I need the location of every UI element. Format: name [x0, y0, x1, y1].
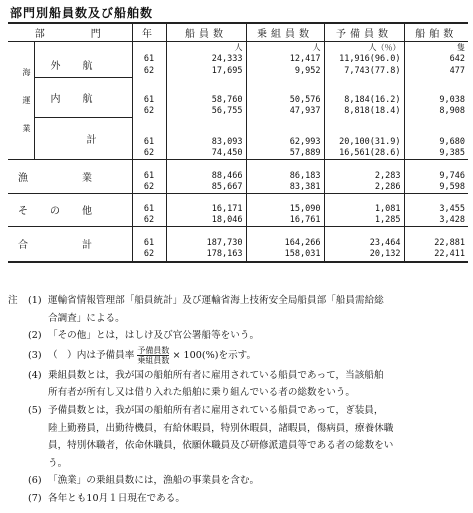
col-reserve: 予備員数	[324, 23, 404, 42]
page-title: 部門別船員数及び船舶数	[10, 6, 154, 20]
outer-label: 外 航	[34, 53, 132, 77]
inner-label: 内 航	[34, 77, 132, 117]
total-label: 合 計	[8, 227, 132, 262]
table-row: 62 18,046 16,761 1,285 3,428	[8, 214, 468, 227]
header-row	[8, 23, 468, 42]
note-3: (3) （ ）内は予備員率 $\frac{\text{予備員数}}{\text{乗組員数}}$ × 100(%)を示す。	[28, 345, 257, 365]
marine-char-3: 業	[22, 123, 31, 133]
table-row: 62 74,450 57,889 16,561(28.6) 9,385	[8, 147, 468, 160]
note-2: (2) 「その他」とは，はしけ及び官公署船等をいう。	[28, 330, 260, 342]
col-seafarers: 船員数	[166, 23, 246, 42]
notes-head: 注	[8, 295, 18, 306]
table-row: 62 178,163 158,031 20,132 22,411	[8, 248, 468, 262]
note-4: (4) 乗組員数とは，我が国の船舶所有者に雇用されている船員であって，当該船舶 所有者が所有し又は借り入れた船舶に乗り組んでいる者の総数をいう。	[28, 369, 384, 399]
table-row: 合 計 61 187,730 164,266 23,464 22,881	[8, 227, 468, 248]
col-ships: 船舶数	[404, 23, 468, 42]
notes	[8, 292, 468, 508]
marine-label	[8, 42, 34, 160]
table-row: 62 17,695 9,952 7,743(77.8) 477	[8, 65, 468, 77]
reserve-rate-fraction: $\frac{\text{予備員数}}{\text{乗組員数}}$	[137, 345, 170, 365]
unit-reserve: 人（％）	[324, 42, 404, 54]
table-row: 内 航 61 58,760 50,576 8,184(16.2) 9,038	[8, 77, 468, 105]
unit-ships: 隻	[404, 42, 468, 54]
seafarers-table	[8, 22, 468, 263]
table-row: 漁 業 61 88,466 86,183 2,283 9,746	[8, 160, 468, 181]
col-crew: 乗組員数	[246, 23, 324, 42]
unit-crew: 人	[246, 42, 324, 54]
table-row: 62 85,667 83,381 2,286 9,598	[8, 181, 468, 194]
subtotal-label: 計	[34, 117, 132, 160]
table-row: 外 航 61 24,333 12,417 11,916(96.0) 642	[8, 53, 468, 65]
other-label: そ の 他	[8, 193, 132, 227]
table-row: 計 61 83,093 62,993 20,100(31.9) 9,680	[8, 117, 468, 147]
note-1: 注 (1) 運輸省情報管理部「船員統計」及び運輸省海上技術安全局船員部「船員需給総 合調査」による。	[8, 292, 468, 327]
col-year: 年	[132, 23, 166, 42]
note-5: (5) 予備員数とは，我が国の船舶所有者に雇用されている船員であって，ぎ装員， 陸上勤務員，出勤待機員，有給休暇員，特別休暇員，諸暇員，傷病員，療養休職 員，特別休職者，依命休職員，依願休職員及び研修派遣員等である者の総数をい う。	[28, 404, 394, 469]
note-7: (7) 各年とも10月１日現在である。	[28, 492, 185, 504]
marine-char-2: 運	[22, 95, 31, 105]
table-row: 62 56,755 47,937 8,818(18.4) 8,908	[8, 105, 468, 117]
unit-row	[8, 42, 468, 54]
unit-seafarers: 人	[166, 42, 246, 54]
note-6: (6) 「漁業」の乗組員数には，漁船の事業員を含む。	[28, 475, 260, 487]
marine-char-1: 海	[22, 67, 31, 77]
fishing-label: 漁 業	[8, 160, 132, 194]
table-row: そ の 他 61 16,171 15,090 1,081 3,455	[8, 193, 468, 214]
col-dept: 部 門	[8, 23, 132, 42]
